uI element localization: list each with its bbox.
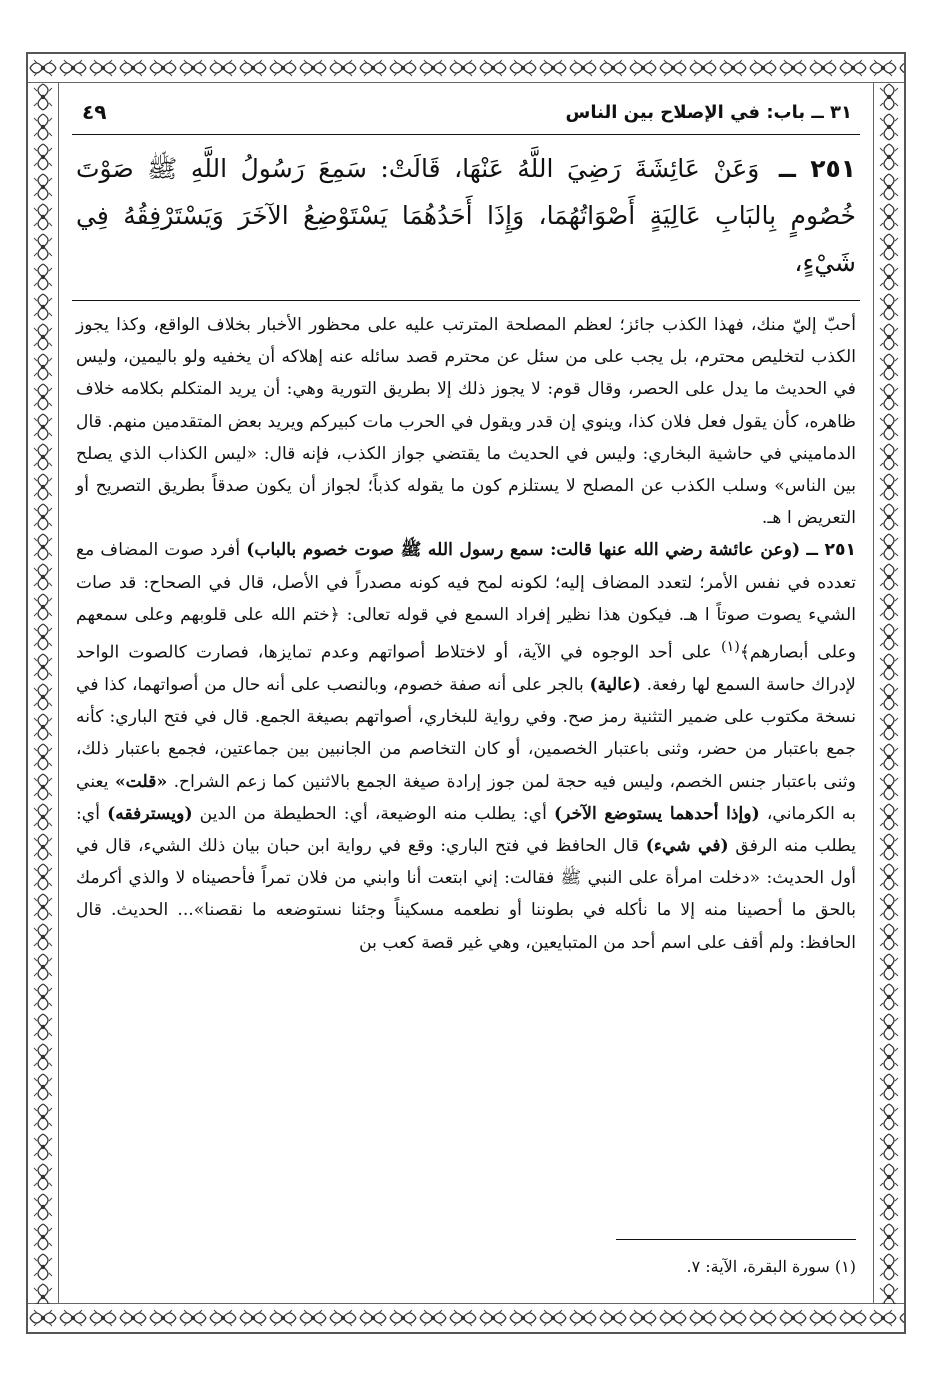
hadith-body: وَعَنْ عَائِشَةَ رَضِيَ اللَّهُ عَنْهَا، قَالَتْ: سَمِعَ رَسُولُ اللَّهِ ﷺ صَوْتَ خُصُومٍ بِالبَابِ عَالِيَةٍ أَصْوَاتُهُمَا، وَإِذَا أَحَدُهُمَا يَسْتَوْضِعُ الآخَرَ وَيَسْتَرْفِقُهُ فِي شَيْءٍ،	[76, 154, 856, 277]
footnote-separator	[616, 1239, 856, 1240]
page-header	[72, 94, 860, 135]
quoted-text: (عالية)	[589, 674, 641, 695]
page-frame	[26, 52, 906, 1334]
page-content	[72, 94, 860, 1292]
ornament-pattern-icon	[874, 82, 904, 1304]
hadith-text	[72, 135, 860, 300]
footnote-reference: (١)	[720, 639, 740, 656]
page-number: ٤٩	[82, 100, 107, 124]
chapter-title: ٣١ ــ باب: في الإصلاح بين الناس	[565, 102, 852, 123]
ornamental-border-bottom	[28, 1303, 904, 1332]
ornament-pattern-icon	[28, 1304, 904, 1332]
commentary-text: قال الحافظ في فتح الباري: وقع في رواية ابن حبان بيان ذلك الشيء، قال في أول الحديث: «دخلت امرأة على النبي ﷺ فقالت: إني ابتعت أنا وابني من فلان تمراً فأحصيناه لا والذي أكرمك بالحق ما أحصينا منه إلا ما نأكله في بطوننا أو نطعمه مسكيناً وجئنا نستوضعه ما نقصنا»... الحديث. قال الحافظ: ولم أقف على اسم أحد من المتبايعين، وهي غير قصة كعب بن	[76, 835, 856, 953]
commentary-text: أي: يطلب منه الوضيعة، أي: الحطيطة من الدين	[199, 803, 547, 824]
ornament-pattern-icon	[28, 54, 904, 82]
commentary	[72, 309, 860, 959]
quoted-text: (وإذا أحدهما يستوضع الآخر)	[553, 803, 760, 824]
ornamental-border-right	[873, 82, 904, 1304]
quoted-text: (في شيء)	[645, 835, 729, 856]
quoted-text: (ويسترفقه)	[107, 803, 193, 824]
quoted-text: «قلت»	[114, 771, 168, 792]
commentary-paragraph	[76, 534, 856, 958]
hadith-number: ٢٥١ ــ	[778, 154, 857, 183]
commentary-text: يعني به الكرماني،	[76, 771, 856, 824]
ornamental-border-left	[28, 82, 59, 1304]
commentary-text: أحبّ إليّ منك، فهذا الكذب جائز؛ لعظم المصلحة المترتب عليه على محظور الأخبار بخلاف الواقع، وكذا يجوز الكذب لتخليص محترم، بل يجب على من سئل عن محترم قصد سائله عنه إهلاكه أن يخفيه ولو باليمين، وليس في الحديث ما يدل على الحصر، وقال قوم: لا يجوز ذلك إلا بطريق التورية وهي: أن يريد المتكلم بكلامه خلاف ظاهره، كأن يقول فعل فلان كذا، وينوي إن قدر ويقول في الحرب مات كبيركم ويريد بعض المتقدمين منهم. قال الدماميني في حاشية البخاري: وليس في الحديث ما يقتضي جواز الكذب، فإنه قال: «ليس الكذاب الذي يصلح بين الناس» وسلب الكذب عن المصلح لا يستلزم كون ما يقوله كذباً؛ لجواز أن يكون صدقاً بطريق التصريح أو التعريض ا هـ.	[76, 315, 856, 529]
commentary-text: على أحد الوجوه في الآية، أو لاختلاط أصواتهم وعدم تمايزها، فصارت كالصوت الواحد لإدراك حاسة السمع لها رفعة.	[76, 642, 856, 695]
commentary-text: بالجر على أنه صفة خصوم، وبالنصب على أنه حال من أصواتهما، كذا في نسخة مكتوب على ضمير التثنية رمز صح. وفي رواية للبخاري، أصواتهم بصيغة الجمع. قال في فتح الباري: كأنه جمع باعتبار من حضر، وثنى باعتبار الخصمين، أو كان التخاصم من الجانبين بين جماعتين، فجمع باعتبار ذلك، وثنى باعتبار جنس الخصم، وليس فيه حجة لمن جوز إرادة صيغة الجمع بالاثنين كما زعم الشراح.	[76, 674, 856, 792]
text-separator	[72, 300, 860, 301]
footnote: (١) سورة البقرة، الآية: ٧.	[686, 1257, 856, 1276]
hadith-number: ٢٥١ ــ	[806, 540, 856, 561]
commentary-paragraph	[76, 309, 856, 534]
ornament-pattern-icon	[28, 82, 58, 1304]
commentary-text: أفرد صوت المضاف مع تعدده في نفس الأمر؛ لتعدد المضاف إليه؛ لكونه لمح فيه كونه مصدراً في الأصل، قال في الصحاح: قد صات الشيء يصوت صوتاً ا هـ. فيكون هذا نظير إفراد السمع في قوله تعالى: ﴿ختم الله على قلوبهم وعلى سمعهم وعلى أبصارهم﴾	[76, 540, 856, 663]
commentary-text: أي: يطلب منه الرفق	[76, 803, 857, 856]
quoted-text: (وعن عائشة رضي الله عنها قالت: سمع رسول الله ﷺ صوت خصوم بالباب)	[246, 540, 801, 561]
ornamental-border-top	[28, 54, 904, 83]
